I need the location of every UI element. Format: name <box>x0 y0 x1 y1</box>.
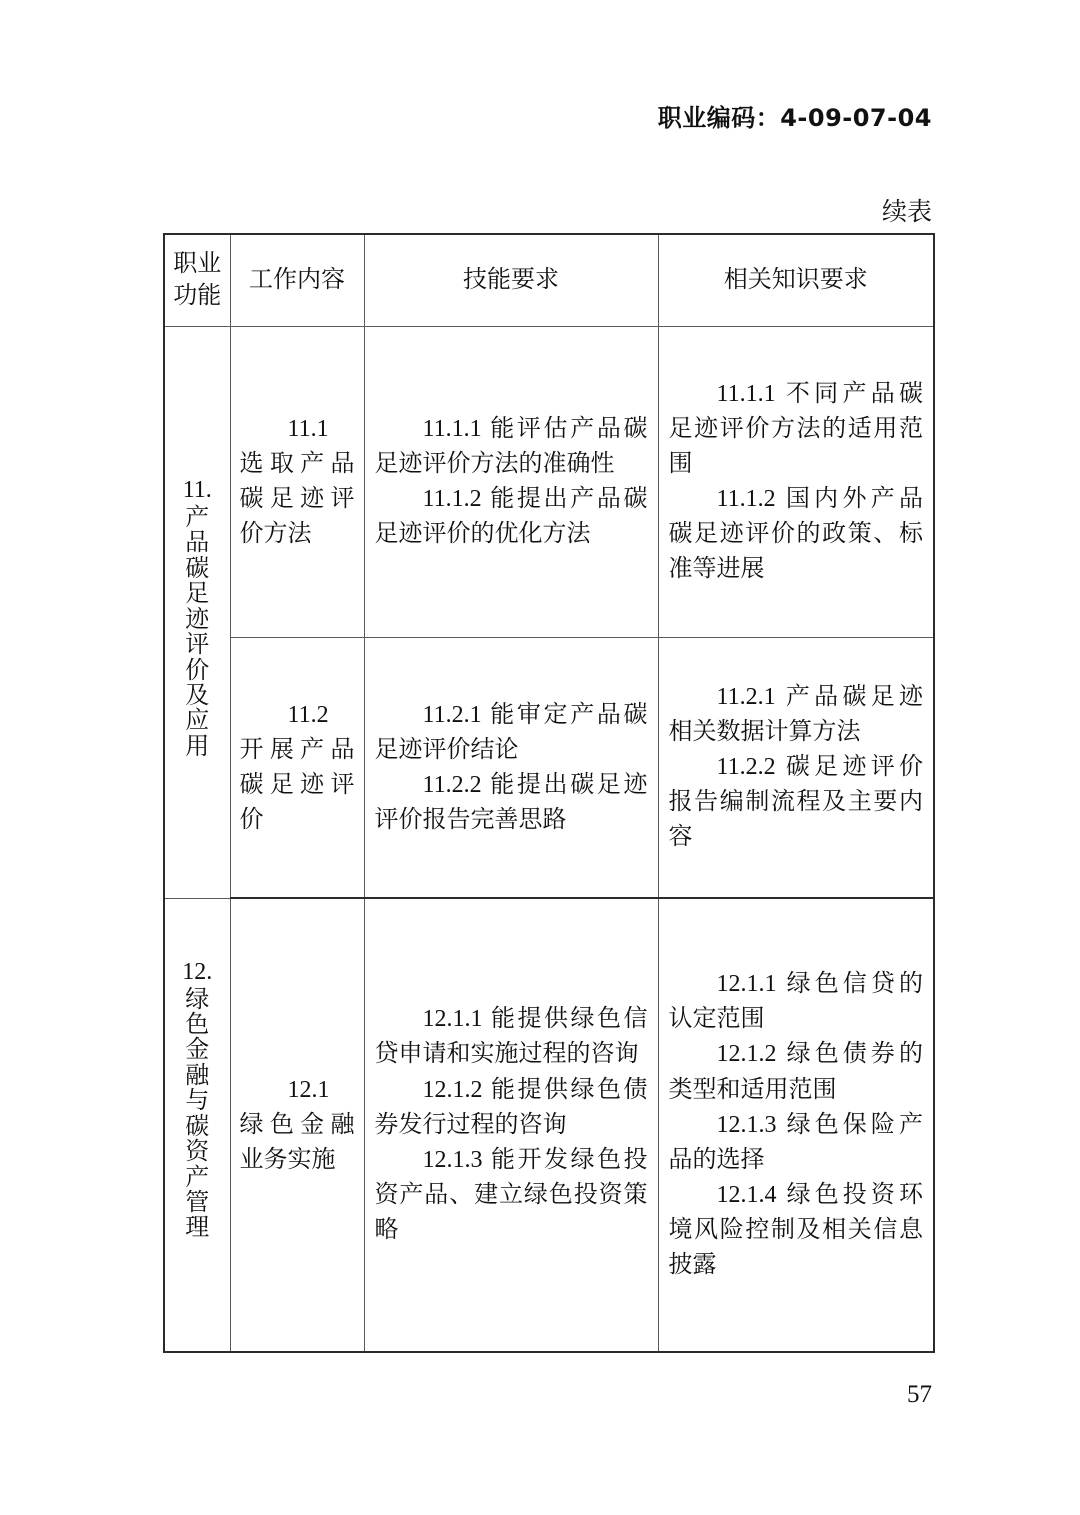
table-row <box>164 898 934 1352</box>
column-header-function <box>164 234 230 327</box>
column-header-function-line1: 职业 <box>173 250 222 277</box>
work-content-text: 11.2 开展产品碳足迹评价 <box>239 701 355 833</box>
skill-item: 12.1.3 能开发绿色投资产品、建立绿色投资策略 <box>374 1146 648 1243</box>
column-header-function-line2: 功能 <box>173 282 222 309</box>
knowledge-item: 12.1.1 绿色信贷的认定范围 <box>668 971 923 1033</box>
skill-requirements-cell <box>364 898 658 1352</box>
knowledge-item: 12.1.2 绿色债券的类型和适用范围 <box>668 1041 923 1103</box>
knowledge-item: 11.1.2 国内外产品碳足迹评价的政策、标准等进展 <box>668 486 923 583</box>
knowledge-item: 12.1.3 绿色保险产品的选择 <box>668 1111 923 1173</box>
function-label-vertical <box>165 327 230 760</box>
work-content-cell <box>230 638 364 898</box>
knowledge-requirements-cell <box>658 638 934 898</box>
continued-table-caption: 续表 <box>881 199 932 226</box>
knowledge-item: 11.2.2 碳足迹评价报告编制流程及主要内容 <box>668 754 923 851</box>
skill-requirements-cell <box>364 327 658 638</box>
function-cell-11 <box>164 327 230 899</box>
function-number: 12. <box>182 958 213 985</box>
knowledge-item: 12.1.4 绿色投资环境风险控制及相关信息披露 <box>668 1181 923 1278</box>
running-head-occupation-code: 职业编码：4-09-07-04 <box>657 104 932 132</box>
skill-item: 12.1.2 能提供绿色债券发行过程的咨询 <box>374 1076 648 1138</box>
skill-requirements-cell <box>364 638 658 898</box>
function-label-vertical <box>165 899 230 1242</box>
knowledge-item: 11.2.1 产品碳足迹相关数据计算方法 <box>668 684 923 746</box>
knowledge-requirements-cell <box>658 898 934 1352</box>
work-content-cell <box>230 327 364 638</box>
skill-item: 12.1.1 能提供绿色信贷申请和实施过程的咨询 <box>374 1006 648 1068</box>
function-cell-12 <box>164 898 230 1352</box>
column-header-skill-requirements: 技能要求 <box>364 234 658 327</box>
function-number: 11. <box>182 477 212 503</box>
page-number: 57 <box>907 1381 932 1408</box>
occupation-spec-table <box>163 233 935 1353</box>
column-header-work-content: 工作内容 <box>230 234 364 327</box>
skill-item: 11.1.1 能评估产品碳足迹评价方法的准确性 <box>374 416 648 478</box>
skill-item: 11.2.1 能审定产品碳足迹评价结论 <box>374 701 648 763</box>
table-row <box>164 327 934 638</box>
skill-item: 11.2.2 能提出碳足迹评价报告完善思路 <box>374 771 648 833</box>
skill-item: 11.1.2 能提出产品碳足迹评价的优化方法 <box>374 486 648 548</box>
spec-table-wrapper <box>163 233 933 1353</box>
function-name: 绿色金融与碳资产管理 <box>185 986 210 1242</box>
table-header-row <box>164 234 934 327</box>
knowledge-requirements-cell <box>658 327 934 638</box>
work-content-cell <box>230 898 364 1352</box>
work-content-text: 11.1 选取产品碳足迹评价方法 <box>239 416 355 548</box>
work-content-text: 12.1 绿色金融业务实施 <box>239 1076 355 1173</box>
function-name: 产品碳足迹评价及应用 <box>185 504 210 760</box>
table-row <box>164 638 934 898</box>
column-header-knowledge-requirements: 相关知识要求 <box>658 234 934 327</box>
knowledge-item: 11.1.1 不同产品碳足迹评价方法的适用范围 <box>668 381 923 478</box>
